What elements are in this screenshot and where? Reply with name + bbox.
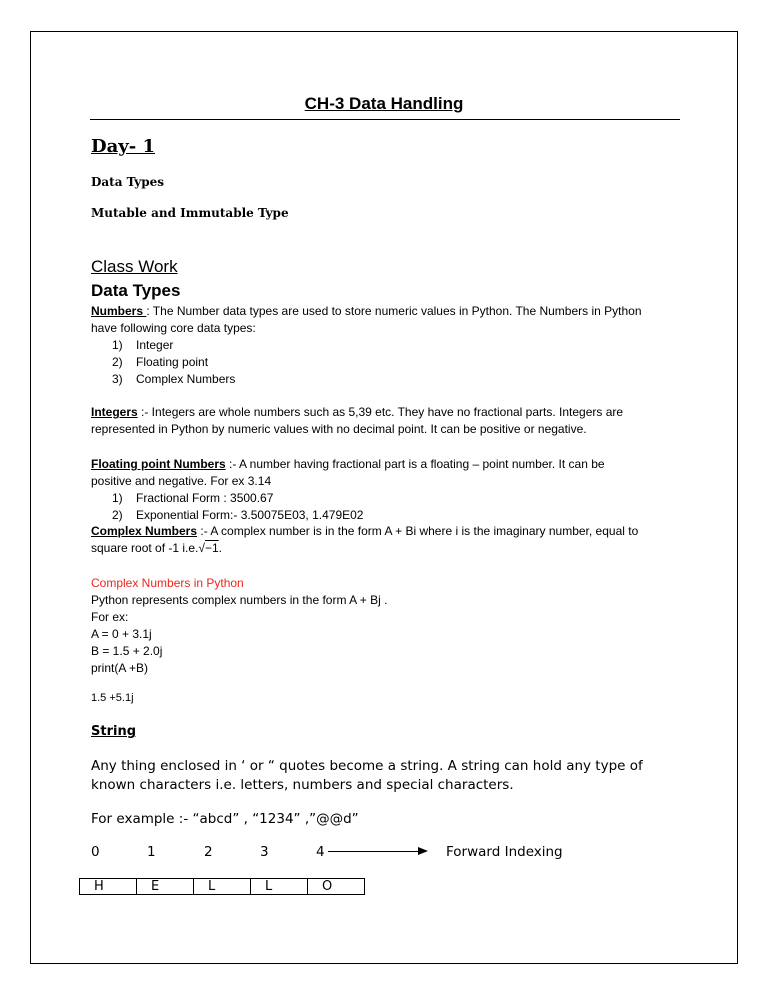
list-text: Exponential Form:- 3.50075E03, 1.479E02 xyxy=(136,508,364,522)
code-line: print(A +B) xyxy=(91,661,149,675)
numbers-list xyxy=(112,337,235,388)
floating-label: Floating point Numbers xyxy=(91,457,226,471)
integers-text-1: :- Integers are whole numbers such as 5,39 etc. They have no fractional parts. Integers are xyxy=(137,405,624,419)
numbers-paragraph xyxy=(91,303,642,337)
title-rule xyxy=(90,119,680,120)
integers-text-2: represented in Python by numeric values with no decimal point. It can be positive or negative. xyxy=(91,422,587,436)
index-2: 2 xyxy=(204,844,213,860)
index-1: 1 xyxy=(147,844,156,860)
numbers-text-1: : The Number data types are used to store numeric values in Python. The Numbers in Python xyxy=(146,304,642,318)
integers-label: Integers xyxy=(91,405,138,419)
string-heading: String xyxy=(91,724,137,739)
string-paragraph xyxy=(91,757,643,795)
complex-python-heading: Complex Numbers in Python xyxy=(91,576,244,590)
char-cell: L xyxy=(250,878,308,895)
complex-label: Complex Numbers xyxy=(91,524,198,538)
list-text: Complex Numbers xyxy=(136,372,236,386)
list-item xyxy=(112,490,363,507)
code-line: B = 1.5 + 2.0j xyxy=(91,644,163,658)
floating-paragraph xyxy=(91,456,605,490)
integers-line-1 xyxy=(91,404,623,421)
floating-line-1 xyxy=(91,456,605,473)
forward-indexing-label: Forward Indexing xyxy=(446,844,563,860)
class-work-heading: Class Work xyxy=(91,257,178,276)
forward-arrow-line xyxy=(328,851,420,852)
data-types-heading: Data Types xyxy=(91,281,181,300)
list-item xyxy=(112,337,235,354)
list-text: Floating point xyxy=(136,355,209,369)
index-0: 0 xyxy=(91,844,100,860)
complex-text-2a: square root of -1 i.e. xyxy=(91,541,199,555)
numbers-label: Numbers xyxy=(91,304,147,318)
code-line: Python represents complex numbers in the form A + Bj . xyxy=(91,593,388,607)
index-3: 3 xyxy=(260,844,269,860)
code-line: A = 0 + 3.1j xyxy=(91,627,152,641)
sqrt-symbol: √ xyxy=(198,541,205,555)
list-number: 1) xyxy=(112,491,123,505)
floating-text-2: positive and negative. For ex 3.14 xyxy=(91,474,272,488)
code-output: 1.5 +5.1j xyxy=(91,692,134,704)
char-cell: L xyxy=(193,878,251,895)
numbers-line-1 xyxy=(91,303,642,320)
complex-paragraph xyxy=(91,523,638,557)
list-text: Integer xyxy=(136,338,174,352)
code-line: For ex: xyxy=(91,610,129,624)
topic-data-types: Data Types xyxy=(91,175,165,189)
list-text: Fractional Form : 3500.67 xyxy=(136,491,274,505)
floating-list xyxy=(112,490,363,524)
arrow-right-icon xyxy=(418,847,428,855)
complex-text-1: :- A complex number is in the form A + Bi where i is the imaginary number, equal to xyxy=(197,524,639,538)
string-char-table xyxy=(80,878,365,895)
list-item xyxy=(112,371,235,388)
floating-text-1: :- A number having fractional part is a floating – point number. It can be xyxy=(225,457,605,471)
list-item xyxy=(112,507,363,524)
sqrt-value: −1 xyxy=(204,541,219,555)
list-number: 1) xyxy=(112,338,123,352)
list-number: 2) xyxy=(112,508,123,522)
complex-text-2b: . xyxy=(218,541,223,555)
page-title: CH-3 Data Handling xyxy=(304,94,464,113)
complex-line-2 xyxy=(91,540,638,557)
index-4: 4 xyxy=(316,844,325,860)
char-cell: E xyxy=(136,878,194,895)
list-number: 2) xyxy=(112,355,123,369)
list-item xyxy=(112,354,235,371)
integers-paragraph xyxy=(91,404,623,438)
complex-line-1 xyxy=(91,523,638,540)
topic-mutable-immutable: Mutable and Immutable Type xyxy=(91,206,289,220)
char-cell: H xyxy=(79,878,137,895)
string-example: For example :- “abcd” , “1234” ,”@@d” xyxy=(91,811,359,827)
string-line-2: known characters i.e. letters, numbers and special characters. xyxy=(91,777,514,793)
string-line-1: Any thing enclosed in ‘ or “ quotes become a string. A string can hold any type of xyxy=(91,758,643,774)
numbers-text-2: have following core data types: xyxy=(91,321,256,335)
char-cell: O xyxy=(307,878,365,895)
list-number: 3) xyxy=(112,372,123,386)
day-heading: Day- 1 xyxy=(91,136,155,157)
complex-python-block xyxy=(91,592,387,677)
